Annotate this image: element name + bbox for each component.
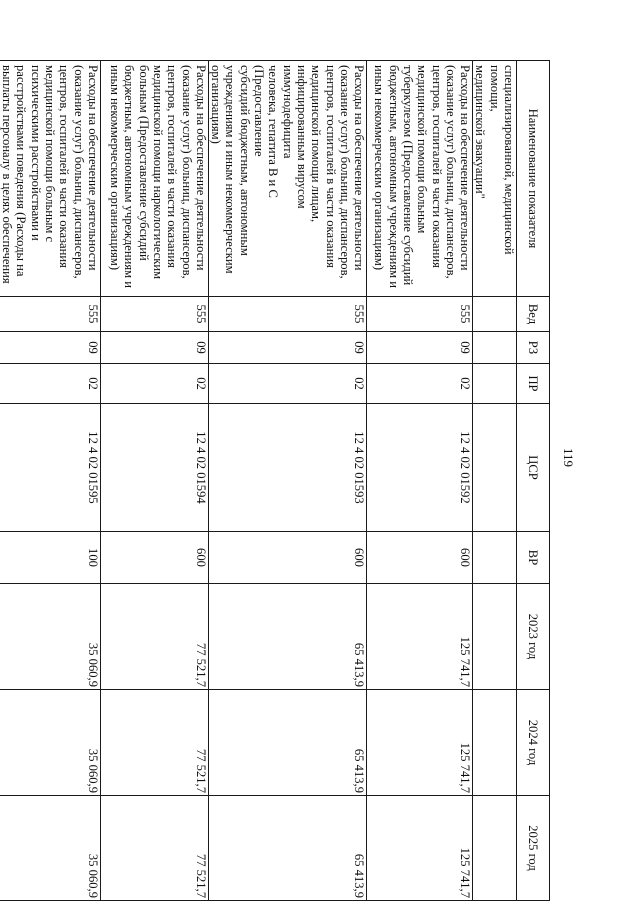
row-name: Расходы на обеспечение деятельности (оказание услуг) больниц, диспансеров, центров, госпиталей в части оказания медицинской помощи лицам, инфицированным вирусом иммунодефицита человека, гепатита В и С (Предоставление субсидий бюджетным, автономным учреждениям и иным некоммерческим организациям) — [208, 61, 366, 297]
row-2025: 77 521,7 — [100, 796, 208, 901]
table-row — [367, 61, 473, 901]
row-rz — [473, 332, 517, 364]
row-name: Расходы на обеспечение деятельности (оказание услуг) больниц, диспансеров, центров, госпиталей в части оказания медицинской помощи больным с психическими расстройствами и расстройствами поведения (Расходы на выплаты персоналу в целях обеспечения — [0, 61, 100, 297]
row-rz: 09 — [367, 332, 473, 364]
row-pr: 02 — [208, 364, 366, 404]
header-2023: 2023 год — [517, 584, 550, 690]
row-csr — [473, 404, 517, 532]
table-row — [0, 61, 100, 901]
row-ved: 555 — [100, 297, 208, 332]
header-2024: 2024 год — [517, 690, 550, 796]
row-2024: 77 521,7 — [100, 690, 208, 796]
row-pr — [473, 364, 517, 404]
row-2023: 65 413,9 — [208, 584, 366, 690]
row-2025: 125 741,7 — [367, 796, 473, 901]
row-name: Расходы на обеспечение деятельности (оказание услуг) больниц, диспансеров, центров, госпиталей в части оказания медицинской помощи наркологическим больным (Предоставление субсидий бюджетным, автономным учреждениям и иным некоммерческим организациям) — [100, 61, 208, 297]
row-pr: 02 — [367, 364, 473, 404]
row-pr: 02 — [0, 364, 100, 404]
row-2023 — [473, 584, 517, 690]
row-ved: 555 — [367, 297, 473, 332]
table-row — [208, 61, 366, 901]
row-2024: 35 060,9 — [0, 690, 100, 796]
row-ved: 555 — [208, 297, 366, 332]
row-2023: 35 060,9 — [0, 584, 100, 690]
row-vr: 600 — [100, 532, 208, 584]
row-2023: 77 521,7 — [100, 584, 208, 690]
header-name: Наименование показателя — [517, 61, 550, 297]
table-header-row — [517, 61, 550, 901]
row-vr: 600 — [208, 532, 366, 584]
row-pr: 02 — [100, 364, 208, 404]
row-2023: 125 741,7 — [367, 584, 473, 690]
row-vr: 100 — [0, 532, 100, 584]
row-ved: 555 — [0, 297, 100, 332]
row-2024 — [473, 690, 517, 796]
header-2025: 2025 год — [517, 796, 550, 901]
budget-table — [0, 60, 550, 901]
header-rz: РЗ — [517, 332, 550, 364]
row-2025: 35 060,9 — [0, 796, 100, 901]
header-vr: ВР — [517, 532, 550, 584]
row-vr — [473, 532, 517, 584]
row-csr: 12 4 02 01595 — [0, 404, 100, 532]
row-2025 — [473, 796, 517, 901]
budget-table-sheet — [0, 60, 550, 900]
header-ved: Вед — [517, 297, 550, 332]
row-2025: 65 413,9 — [208, 796, 366, 901]
row-csr: 12 4 02 01592 — [367, 404, 473, 532]
header-pr: ПР — [517, 364, 550, 404]
row-2024: 65 413,9 — [208, 690, 366, 796]
row-csr: 12 4 02 01594 — [100, 404, 208, 532]
row-rz: 09 — [208, 332, 366, 364]
row-rz: 09 — [0, 332, 100, 364]
row-csr: 12 4 02 01593 — [208, 404, 366, 532]
table-row — [100, 61, 208, 901]
row-name: специализированной, медицинской помощи, медицинской эвакуации" — [473, 61, 517, 297]
header-csr: ЦСР — [517, 404, 550, 532]
row-name: Расходы на обеспечение деятельности (оказание услуг) больниц, диспансеров, центров, госпиталей в части оказания медицинской помощи больным туберкулезом (Предоставление субсидий бюджетным, автономным учреждениям и иным некоммерческим организациям) — [367, 61, 473, 297]
row-ved — [473, 297, 517, 332]
page-number: 119 — [561, 448, 576, 468]
table-row — [473, 61, 517, 901]
row-rz: 09 — [100, 332, 208, 364]
row-2024: 125 741,7 — [367, 690, 473, 796]
row-vr: 600 — [367, 532, 473, 584]
